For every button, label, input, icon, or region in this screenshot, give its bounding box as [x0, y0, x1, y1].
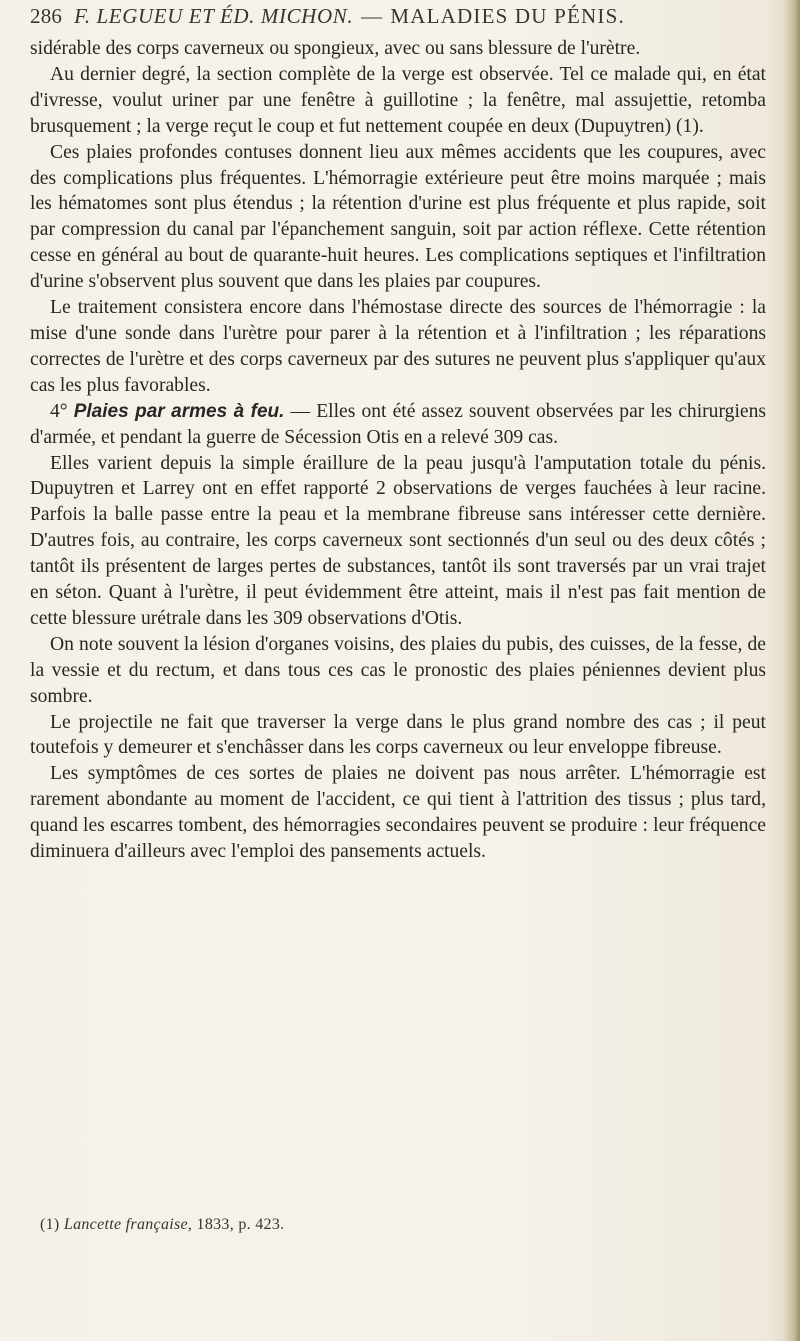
- paragraph-varieties: [30, 451, 766, 632]
- paragraph-continuation: [30, 36, 766, 62]
- paragraph-treatment: [30, 295, 766, 399]
- paragraph-neighbouring-organs: [30, 632, 766, 710]
- paragraph-text: — Elles ont été assez souvent observées par les chirurgiens d'armée, et pendant la guerre de Sécession Otis en a relevé 309 cas.: [30, 400, 767, 448]
- paragraph-text: sidérable des corps caverneux ou spongieux, avec ou sans blessure de l'urètre.: [30, 38, 641, 59]
- paragraph-projectile: [30, 710, 766, 762]
- header-authors: F. LEGUEU ET ÉD. MICHON.: [74, 4, 354, 28]
- paragraph-text: Au dernier degré, la section complète de la verge est observée. Tel ce malade qui, en état d'ivresse, voulut uriner par une fenêtre à guillotine ; la fenêtre, mal assujettie, retomba brusquement ; la verge reçut le coup et fut nettement coupée en deux (Dupuytren) (1).: [30, 63, 766, 137]
- footnote-source: Lancette française,: [63, 1216, 193, 1233]
- paragraph-text: Ces plaies profondes contuses donnent lieu aux mêmes accidents que les coupures, avec des complications plus fréquentes. L'hémorragie extérieure peut être moins marquée ; mais les hématomes sont plus étendus ; la rétention d'urine est plus fréquente et plus rapide, soit par compression du canal par l'épanchement sanguin, soit par action réflexe. Cette rétention cesse en général au bout de quarante-huit heures. Les complications septiques et l'infiltration d'urine s'observent plus souvent que dans les plaies par coupures.: [30, 141, 766, 293]
- section-heading: Plaies par armes à feu.: [73, 400, 285, 422]
- paragraph-text: Elles varient depuis la simple éraillure de la peau jusqu'à l'amputation totale du pénis. Dupuytren et Larrey ont en effet rapporté 2 observations de verges fauchées à leur racine. Parfois la balle passe entre la peau et la membrane fibreuse sans intéresser cette dernière. D'autres fois, au contraire, les corps caverneux sont sectionnés d'un seul ou des deux côtés ; tantôt ils présentent de larges pertes de substances, tantôt ils sont traversés par un vrai trajet en séton. Quant à l'urètre, il peut évidemment être atteint, mais il n'est pas fait mention de cette blessure urétrale dans les 309 observations d'Otis.: [30, 452, 766, 629]
- page-edge-shadow: [784, 0, 800, 1341]
- footnote-marker: (1): [40, 1216, 60, 1233]
- body-text: [30, 36, 766, 865]
- section-number: 4°: [50, 400, 68, 422]
- paragraph-text: Les symptômes de ces sortes de plaies ne doivent pas nous arrêter. L'hémorragie est rarement abondante au moment de l'accident, ce qui tient à l'attrition des tissus ; plus tard, quand les escarres tombent, des hémorragies secondaires peuvent se produire : leur fréquence diminuera d'ailleurs avec l'emploi des pansements actuels.: [30, 763, 766, 863]
- running-header: [30, 4, 770, 29]
- header-title: MALADIES DU PÉNIS.: [390, 4, 625, 28]
- paragraph-text: Le traitement consistera encore dans l'hémostase directe des sources de l'hémorragie : la mise d'une sonde dans l'urètre pour parer à la rétention et à l'infiltration ; les réparations correctes de l'urètre et des corps caverneux par des sutures ne peuvent plus s'appliquer qu'aux cas les plus favorables.: [30, 297, 766, 396]
- header-separator: —: [361, 4, 383, 28]
- paragraph-contused-wounds: [30, 140, 766, 295]
- footnote: [40, 1216, 284, 1234]
- paragraph-gunshot-wounds: [30, 399, 766, 451]
- paragraph-symptoms: [30, 761, 766, 865]
- paragraph-text: Le projectile ne fait que traverser la verge dans le plus grand nombre des cas ; il peut toutefois y demeurer et s'enchâsser dans les corps caverneux ou leur enveloppe fibreuse.: [30, 711, 766, 759]
- paragraph-complete-section: [30, 62, 766, 140]
- footnote-detail: 1833, p. 423.: [196, 1216, 285, 1233]
- paragraph-text: On note souvent la lésion d'organes voisins, des plaies du pubis, des cuisses, de la fesse, de la vessie et du rectum, et dans tous ces cas le pronostic des plaies péniennes devient plus sombre.: [30, 633, 766, 707]
- page-number: 286: [30, 4, 63, 28]
